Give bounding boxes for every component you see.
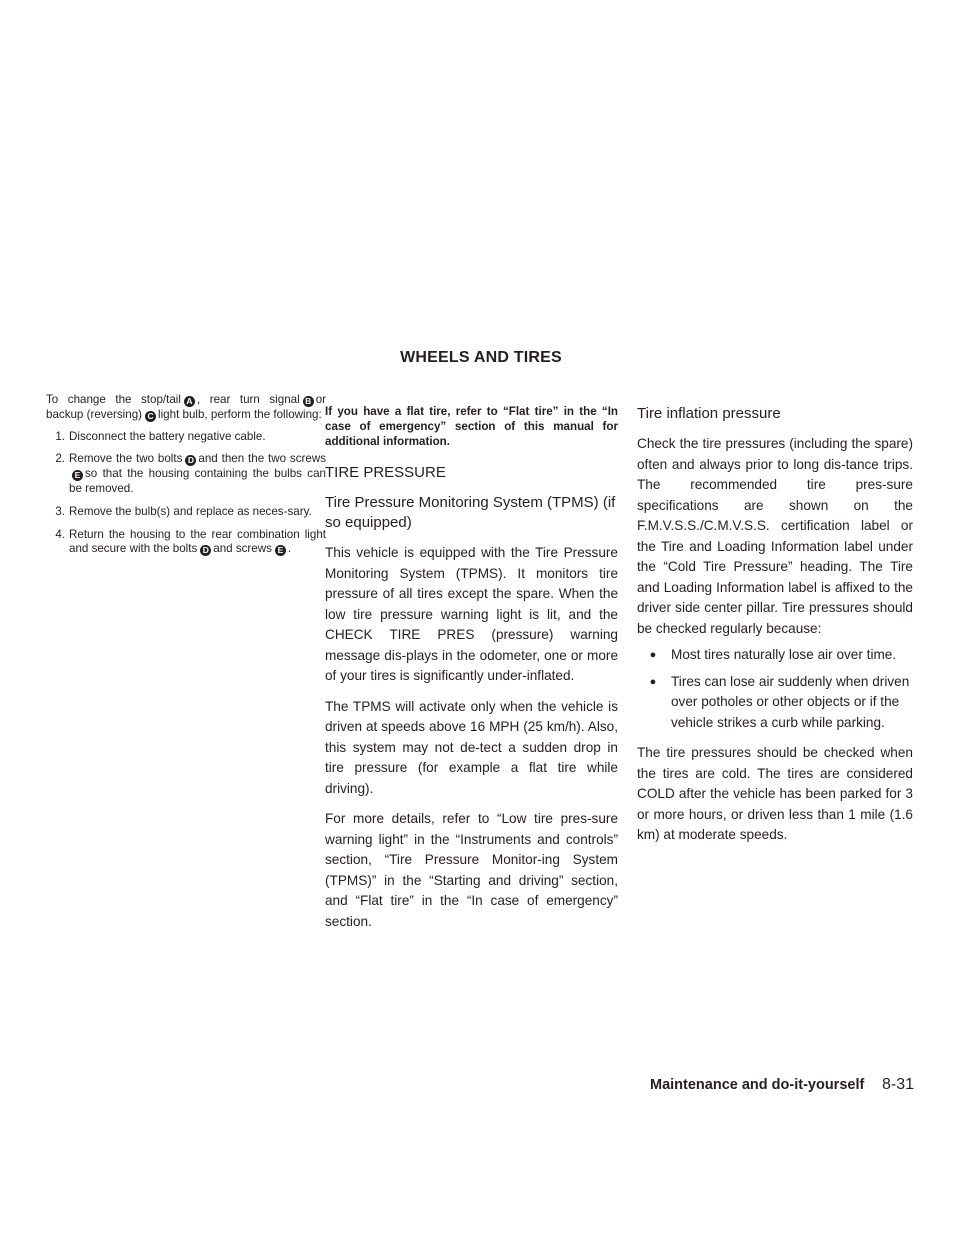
bullet-icon: ● [649, 675, 657, 688]
step-number: 3. [55, 504, 65, 518]
bulb-replacement-column [46, 393, 326, 565]
step-text-c: . [287, 542, 292, 556]
list-item [46, 452, 326, 496]
list-item [637, 645, 913, 666]
footer-section-label: Maintenance and do-it-yourself [650, 1077, 865, 1093]
callout-a-marker: A [184, 396, 195, 407]
callout-e-marker: E [72, 470, 83, 481]
tpms-paragraph-1: This vehicle is equipped with the Tire Pressure Monitoring System (TPMS). It monitors tire pressure of all tires except the spare. When the low tire pressure warning light is lit, and the CHECK TIRE PRES (pressure) warning message dis-plays in the odometer, one or more of your tires is significantly under-inflated. [325, 545, 618, 683]
tire-pressure-heading: TIRE PRESSURE [325, 464, 446, 481]
tpms-paragraph-2: The TPMS will activate only when the vehicle is driven at speeds above 16 MPH (25 km/h). Also, this system may not de-tect a sudden drop in tire pressure (for example a flat tire while driving). [325, 698, 618, 796]
intro-text-c: or backup (reversing) [46, 393, 326, 421]
callout-b-marker: B [303, 396, 314, 407]
section-title: WHEELS AND TIRES [400, 349, 562, 366]
list-item [637, 672, 913, 734]
inflation-heading: Tire inflation pressure [637, 405, 781, 422]
step-text-a: Return the housing to the rear combination light and secure with the bolts [69, 527, 326, 556]
list-item [46, 505, 326, 520]
callout-d-marker: D [185, 455, 196, 466]
bulb-intro [46, 393, 326, 423]
intro-text-a: To change the stop/tail [46, 393, 181, 406]
callout-e-marker: E [275, 545, 286, 556]
callout-c-marker: C [145, 411, 156, 422]
step-text-a: Remove the two bolts [69, 452, 183, 466]
list-item [46, 528, 326, 558]
inflation-paragraph-2: The tire pressures should be checked when the tires are cold. The tires are considered COLD after the vehicle has been parked for 3 or more hours, or driven less than 1 mile (1.6 km) at moderate speeds. [637, 745, 913, 842]
step-text-c: so that the housing containing the bulbs can be removed. [69, 467, 326, 495]
tpms-subheading: Tire Pressure Monitoring System (TPMS) (if so equipped) [325, 494, 616, 531]
step-text: Disconnect the battery negative cable. [69, 429, 266, 443]
bulb-steps-list [46, 430, 326, 558]
step-text [69, 452, 326, 496]
callout-d-marker: D [200, 545, 211, 556]
step-text: Remove the bulb(s) and replace as neces-sary. [69, 504, 312, 518]
page-number: 8-31 [882, 1076, 915, 1093]
inflation-pressure-column [637, 404, 913, 846]
bullet-text: Most tires naturally lose air over time. [671, 647, 897, 662]
bullet-text: Tires can lose air suddenly when driven over potholes or other objects or if the vehicle strikes a curb while parking. [671, 673, 910, 730]
tpms-paragraph-3: For more details, refer to “Low tire pres-sure warning light” in the “Instruments and controls” section, “Tire Pressure Monitor-ing System (TPMS)” in the “Starting and driving” section, and “Flat tire” in the “In case of emergency” section. [325, 811, 618, 929]
step-text [69, 528, 326, 558]
intro-text-d: light bulb, perform the following: [158, 407, 322, 421]
list-item [46, 430, 326, 445]
step-text-b: and then the two screws [198, 452, 326, 466]
bullet-icon: ● [649, 649, 657, 661]
step-number: 4. [55, 527, 65, 541]
tire-pressure-column [325, 404, 618, 932]
intro-text-b: , rear turn signal [196, 393, 300, 406]
flat-tire-note: If you have a flat tire, refer to “Flat tire” in the “In case of emergency” section of this manual for additional information. [325, 405, 618, 448]
step-text-b: and screws [213, 542, 272, 556]
step-number: 2. [55, 452, 65, 466]
inflation-paragraph-1: Check the tire pressures (including the spare) often and always prior to long dis-tance trips. The recommended tire pres-sure specifications are shown on the F.M.V.S.S./C.M.V.S.S. certification label or the Tire and Loading Information label under the “Cold Tire Pressure” heading. The Tire and Loading Information label is affixed to the driver side center pillar. Tire pressures should be checked regularly because: [637, 436, 913, 636]
inflation-bullets [637, 645, 913, 733]
step-number: 1. [55, 429, 65, 443]
